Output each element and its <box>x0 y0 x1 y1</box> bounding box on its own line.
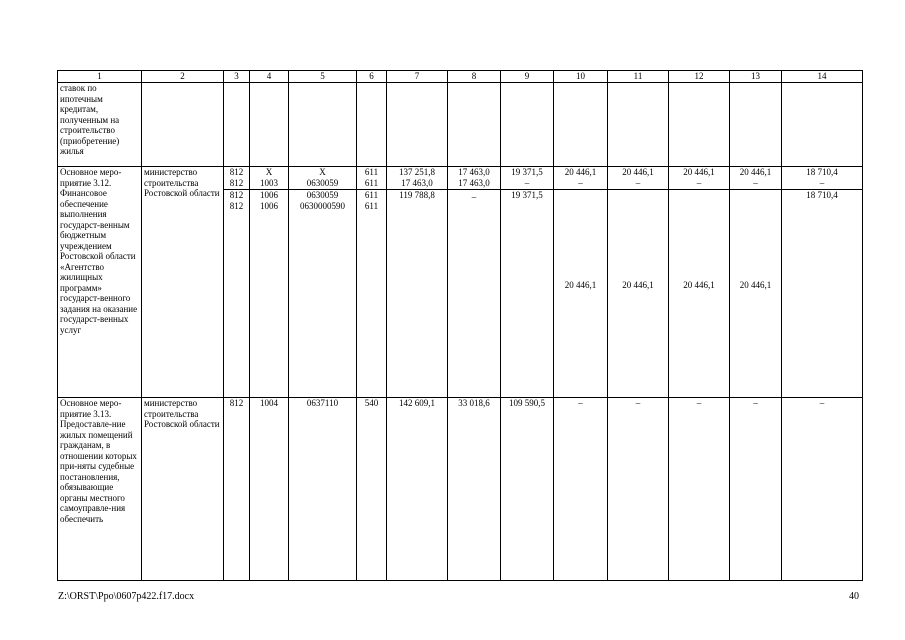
header-cell: 7 <box>387 71 448 83</box>
year-cell: 18 710,4 – 18 710,4 <box>782 167 863 398</box>
header-row <box>58 71 863 83</box>
executor-cell: министерство строительства Ростовской области <box>142 167 224 398</box>
year-cell: 20 446,1 – 20 446,1 <box>669 167 730 398</box>
grbs-cell: 812 812 812 812 <box>224 167 250 398</box>
year-cell: – <box>730 398 782 581</box>
year-cell: 33 018,6 <box>448 398 501 581</box>
budget-table <box>57 70 863 581</box>
measure-name-cell: Основное меро-приятие 3.12. Финансовое обеспечение выполнения государст-венным бюджетным учреждением Ростовской области «Агентство жилищных программ» государст-венного задания на оказание государст-венных услуг <box>58 167 142 398</box>
header-cell: 1 <box>58 71 142 83</box>
year-cell: 17 463,0 17 463,0 – <box>448 167 501 398</box>
executor-cell: министерство строительства Ростовской области <box>142 398 224 581</box>
table-row <box>58 83 863 167</box>
year-cell: 20 446,1 – 20 446,1 <box>730 167 782 398</box>
header-cell: 2 <box>142 71 224 83</box>
measure-name-cell: ставок по ипотечным кредитам, полученным на строительство (приобретение) жилья <box>58 83 142 167</box>
table-row <box>58 167 863 398</box>
year-cell: – <box>608 398 669 581</box>
rzpr-cell: 1004 <box>250 398 289 581</box>
grbs-cell: 812 <box>224 398 250 581</box>
header-cell: 13 <box>730 71 782 83</box>
header-cell: 8 <box>448 71 501 83</box>
measure-name-cell: Основное меро-приятие 3.13. Предоставле-ние жилых помещений гражданам, в отношении которых при-няты судебные постановления, обязывающие органы местного самоуправле-ния обеспечить <box>58 398 142 581</box>
year-cell: 19 371,5 – 19 371,5 <box>501 167 554 398</box>
csr-cell: 0637110 <box>289 398 357 581</box>
footer-file-path: Z:\ORST\Ppo\0607p422.f17.docx <box>58 591 195 602</box>
rzpr-cell: X 1003 1006 1006 <box>250 167 289 398</box>
year-cell: 109 590,5 <box>501 398 554 581</box>
header-cell: 10 <box>554 71 608 83</box>
vr-cell: 540 <box>357 398 387 581</box>
header-cell: 14 <box>782 71 863 83</box>
header-cell: 5 <box>289 71 357 83</box>
header-cell: 11 <box>608 71 669 83</box>
header-cell: 3 <box>224 71 250 83</box>
header-cell: 4 <box>250 71 289 83</box>
header-cell: 9 <box>501 71 554 83</box>
year-cell: 20 446,1 – 20 446,1 <box>554 167 608 398</box>
vr-cell: 611 611 611 611 <box>357 167 387 398</box>
year-cell: 20 446,1 – 20 446,1 <box>608 167 669 398</box>
header-cell: 12 <box>669 71 730 83</box>
year-cell: – <box>782 398 863 581</box>
csr-cell: X 0630059 0630059 0630000590 <box>289 167 357 398</box>
page-number: 40 <box>849 591 859 602</box>
header-cell: 6 <box>357 71 387 83</box>
year-cell: – <box>669 398 730 581</box>
total-cell: 142 609,1 <box>387 398 448 581</box>
year-cell: – <box>554 398 608 581</box>
table-row <box>58 398 863 581</box>
total-cell: 137 251,8 17 463,0 119 788,8 <box>387 167 448 398</box>
